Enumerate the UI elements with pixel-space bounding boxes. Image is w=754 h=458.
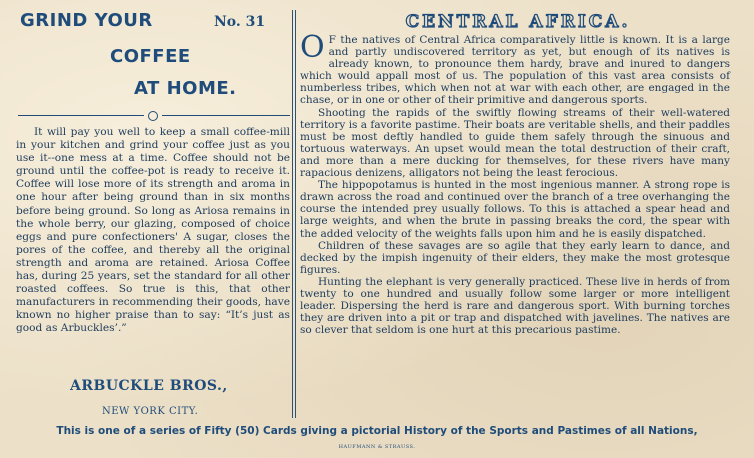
article-panel — [300, 8, 730, 420]
headline-line-3: AT HOME. — [134, 78, 237, 99]
card-number: No. 31 — [214, 14, 266, 30]
drop-cap: O — [300, 30, 325, 65]
article-title: CENTRAL AFRICA. — [405, 12, 631, 32]
article-paragraph-3: The hippopotamus is hunted in the most ingenious manner. A strong rope is drawn across the road and continued over the branch of a tree overhanging the course the intended prey usually follows. To this is attached a spear head and large weights, and when the brute in passing breaks the cord, the spear with the added velocity of the weights falls upon him and he is easily dispatched. — [300, 179, 730, 240]
article-paragraph-4: Children of these savages are so agile that they early learn to dance, and decked by the impish ingenuity of their elders, they make the most grotesque figures. — [300, 239, 730, 276]
headline-line-2: COFFEE — [110, 46, 191, 67]
article-body — [300, 30, 730, 337]
headline-line-1: GRIND YOUR — [20, 10, 153, 31]
ornament-dot-icon — [148, 111, 158, 121]
headline — [14, 8, 290, 99]
article-paragraph-1: O F the natives of Central Africa comparatively little is known. It is a large and partly undiscovered territory as yet, but enough of its natives is already known, to pronounce them hardy, brave and inured to dangers which would appall most of us. The population of this vast area consists of numberless tribes, which when not at war with each other, are engaged in the chase, or in one or other of their primitive and dangerous sports. — [300, 30, 730, 107]
article-paragraph-5: Hunting the elephant is very generally practiced. These live in herds of from twenty to one hundred and usually follow some larger or more intelligent leader. Dispersing the herd is rare and dangerous sport. With burning torches they are driven into a pit or trap and dispatched with javelines. The natives are so clever that seldom is one hurt at this precarious pastime. — [300, 275, 730, 337]
printer-credit: HAUFMANN & STRAUSS. — [338, 444, 416, 450]
series-footer: This is one of a series of Fifty (50) Cards giving a pictorial History of the Sports and Pastimes of all Nations, — [56, 425, 698, 437]
ornament-divider — [18, 112, 290, 120]
brand-city: NEW YORK CITY. — [102, 406, 199, 417]
advertisement-panel — [14, 8, 290, 418]
article-paragraph-2: Shooting the rapids of the swiftly flowing streams of their well-watered territory is a favorite pastime. Their boats are veritable shells, and their paddles must be most deftly handled to guide them safely through the sinuous and tortuous waterways. An upset would mean the total destruction of their craft, and more than a mere ducking for themselves, for these rivers have many rapacious denizens, alligators not being the least ferocious. — [300, 106, 730, 180]
advertisement-body: It will pay you well to keep a small coffee-mill in your kitchen and grind your coffee just as you use it--one mess at a time. Coffee should not be ground until the coffee-pot is ready to receive it. Coffee will lose more of its strength and aroma in one hour after being ground than in six months before being ground. So long as Ariosa remains in the whole berry, our glazing, composed of choice eggs and pure confectioners' A sugar, closes the pores of the coffee, and thereby all the original strength and aroma are retained. Ariosa Coffee has, during 25 years, set the standard for all other roasted coffees. So true is this, that other manufacturers in recommending their goods, have known no higher praise than to say: “It’s just as good as Arbuckles’.” — [16, 126, 290, 335]
brand-name: ARBUCKLE BROS., — [70, 378, 228, 394]
column-divider — [292, 10, 296, 418]
